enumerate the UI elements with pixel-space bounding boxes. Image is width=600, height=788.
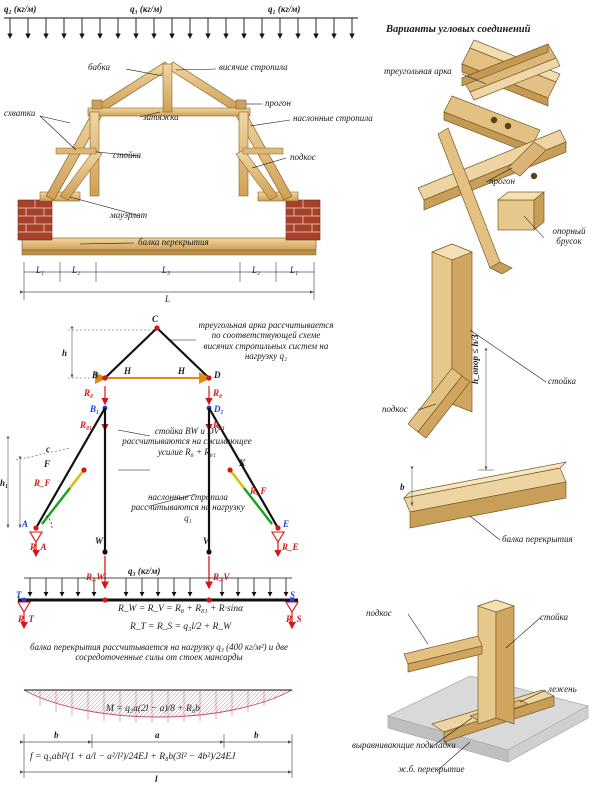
dim-b-right: b xyxy=(254,730,259,740)
member-H-left: H xyxy=(124,366,132,376)
dim-L1-left: L₁ xyxy=(36,265,45,275)
reaction-RT: R_T xyxy=(18,614,35,624)
label-stoika-bottom: стойка xyxy=(540,612,568,622)
label-stoika: стойка xyxy=(113,150,141,160)
node-A: A xyxy=(22,519,29,529)
label-progon: прогон xyxy=(265,98,291,108)
node-D1: D₁ xyxy=(214,404,224,414)
dim-L-total: L xyxy=(165,294,171,304)
note-arch: треугольная арка рассчитывается по соответствующей схеме висячих стропильных систем на нагрузку q₂ xyxy=(198,320,334,362)
reaction-RA: R_A xyxy=(30,542,47,552)
dim-L2-right: L₂ xyxy=(252,265,261,275)
label-podkos: подкос xyxy=(290,152,316,162)
label-progon-right: прогон xyxy=(489,176,515,186)
label-podkos-bottom: подкос xyxy=(366,608,392,618)
reaction-RS: R_S xyxy=(286,614,302,624)
node-K: K xyxy=(239,458,246,468)
dim-h1: h₁ xyxy=(0,478,9,488)
dim-L3: L₃ xyxy=(162,265,171,275)
formula-deflection: f = q₃abl²(1 + a/l − a²/l²)/24EJ + R₈b(3l² − 4b²)/24EJ xyxy=(30,752,236,762)
node-B1: B₁ xyxy=(90,404,100,414)
label-stoika-right: стойка xyxy=(548,376,576,386)
node-W: W xyxy=(95,536,104,546)
node-V: V xyxy=(203,536,210,546)
member-H-right: H xyxy=(178,366,186,376)
reaction-RE: R_E xyxy=(282,542,299,552)
reaction-RW: R_W xyxy=(86,572,105,582)
member-RF-right: R_F xyxy=(250,486,267,496)
label-visyachie-stropila: висячие стропила xyxy=(219,62,288,72)
load-label-q2: q₂ (кг/м) xyxy=(4,4,37,14)
label-treugolnaya-arka: треугольная арка xyxy=(384,66,452,76)
note-naslonnye: наслонные стропила рассчитываются на нагрузку q₁ xyxy=(131,492,245,523)
label-lezhen: лежень xyxy=(548,684,577,694)
reaction-R8-right: R₈ xyxy=(213,388,223,398)
equation-rw: R_W = R_V = R₈ + R₈₁ + R·sinα xyxy=(118,604,244,614)
label-zatyazhka: затяжка xyxy=(143,112,179,122)
load-label-q1: q₁ (кг/м) xyxy=(268,4,301,14)
label-opornyi-brusok: опорный брусок xyxy=(552,226,586,247)
dim-L1-right: L₁ xyxy=(290,265,299,275)
note-beam: балка перекрытия рассчитывается на нагрузку q₃ (400 кг/м²) и две сосредоточенные силы от стоек мансарды xyxy=(30,642,288,663)
node-B: B xyxy=(92,370,99,380)
load-label-q3-beam: q₃ (кг/м) xyxy=(128,566,161,576)
label-maurlat: мауэрлат xyxy=(110,210,148,220)
node-S: S xyxy=(290,590,296,600)
label-babka: бабка xyxy=(88,62,111,72)
node-T: T xyxy=(16,590,22,600)
label-vyravnivayushchie-podkladki: выравнивающие подкладки xyxy=(352,740,456,750)
dim-b-left: b xyxy=(54,730,59,740)
dim-c: c xyxy=(46,444,50,454)
reaction-RV: R_V xyxy=(213,572,230,582)
node-D: D xyxy=(214,370,221,380)
dim-a: a xyxy=(155,730,160,740)
dim-b-right-panel: b xyxy=(400,482,405,492)
member-RF-left: R_F xyxy=(34,478,51,488)
label-balka-perekrytiya: балка перекрытия xyxy=(138,237,209,247)
brick-pier-right xyxy=(286,200,320,240)
dim-L2-left: L₂ xyxy=(72,265,81,275)
reaction-R81-left: R₈₁ xyxy=(80,420,93,430)
label-naslonnye-stropila: наслонные стропила xyxy=(293,113,373,123)
label-balka-perekrytiya-right: балка перекрытия xyxy=(502,534,573,544)
reaction-R81-right: R₈₁ xyxy=(213,420,226,430)
right-panel-title: Варианты угловых соединений xyxy=(386,24,531,35)
dim-l: l xyxy=(155,774,158,784)
node-C: C xyxy=(152,314,159,324)
label-podkos-right: подкос xyxy=(382,404,408,414)
label-zhb-perekrytie: ж.б. перекрытие xyxy=(398,764,465,774)
node-E: E xyxy=(283,519,290,529)
label-skhvatki: схватки xyxy=(4,108,36,118)
node-F: F xyxy=(44,459,51,469)
equation-rt: R_T = R_S = q₃l/2 + R_W xyxy=(130,622,231,632)
dim-h-opor: h_опор ≤ h/3 xyxy=(470,334,480,384)
reaction-R8-left: R₈ xyxy=(84,388,94,398)
dim-h: h xyxy=(62,348,68,358)
load-label-q3: q₃ (кг/м) xyxy=(130,4,163,14)
formula-moment: M = q₃a(2l − a)/8 + R₈b xyxy=(106,704,200,714)
note-stoika: стойка BW и DV рассчитываются на сжимающее усилие R₈ + R₈₁ xyxy=(122,426,252,457)
brick-pier-left xyxy=(18,200,52,240)
